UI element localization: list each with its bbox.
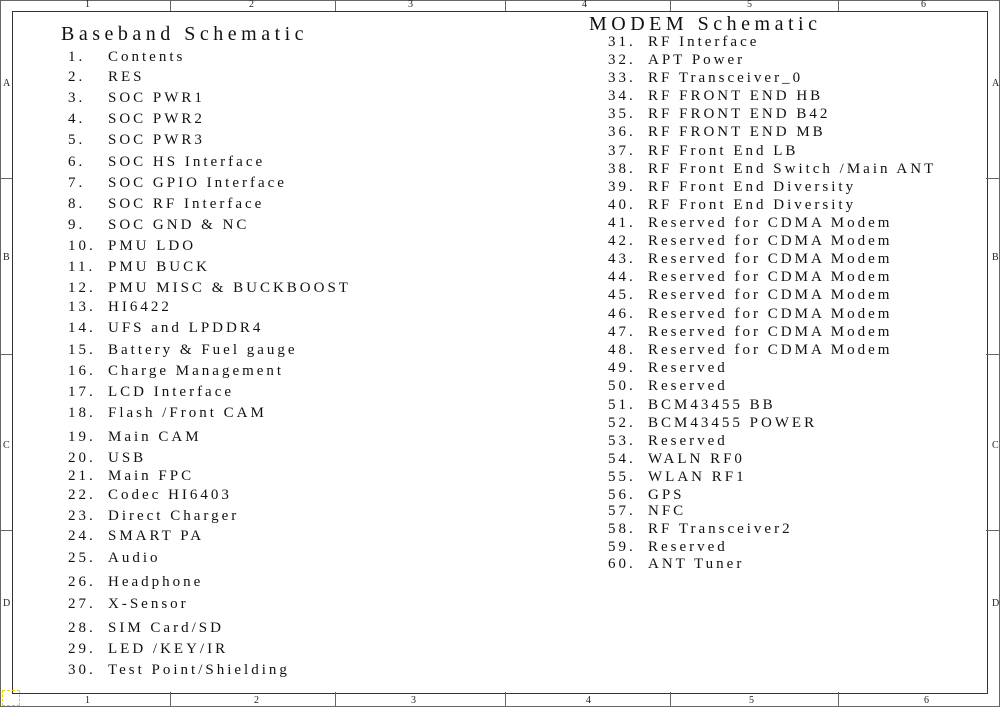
item-number: 4. — [68, 111, 86, 127]
zone-divider — [838, 0, 839, 11]
item-label: Reserved for CDMA Modem — [648, 215, 893, 231]
item-label: RF Interface — [648, 34, 760, 50]
modem-list-item — [608, 161, 936, 177]
item-label: RF Front End Diversity — [648, 197, 857, 213]
item-number: 11. — [68, 259, 96, 275]
zone-divider — [986, 530, 999, 531]
item-label: Charge Management — [108, 363, 285, 379]
zone-divider — [505, 0, 506, 11]
item-number: 35. — [608, 106, 636, 122]
item-number: 21. — [68, 468, 96, 484]
zone-divider — [838, 692, 839, 706]
modem-list-item — [608, 469, 747, 485]
item-number: 45. — [608, 287, 636, 303]
item-number: 15. — [68, 342, 96, 358]
item-number: 27. — [68, 596, 96, 612]
item-number: 57. — [608, 503, 636, 519]
item-number: 56. — [608, 487, 636, 503]
modem-list-item — [608, 106, 830, 122]
zone-divider — [986, 354, 999, 355]
item-number: 37. — [608, 143, 636, 159]
item-number: 43. — [608, 251, 636, 267]
bottom-zone-label: 2 — [254, 695, 259, 706]
right-zone-label: C — [992, 440, 999, 451]
item-number: 6. — [68, 154, 86, 170]
item-number: 50. — [608, 378, 636, 394]
item-number: 28. — [68, 620, 96, 636]
item-label: PMU BUCK — [108, 259, 210, 275]
item-label: Reserved for CDMA Modem — [648, 342, 893, 358]
baseband-list-item — [68, 429, 202, 445]
left-zone-label: A — [3, 78, 11, 89]
item-label: WALN RF0 — [648, 451, 745, 467]
item-number: 17. — [68, 384, 96, 400]
baseband-list-item — [68, 620, 224, 636]
item-label: SOC PWR3 — [108, 132, 205, 148]
item-label: UFS and LPDDR4 — [108, 320, 264, 336]
item-label: RF Transceiver_0 — [648, 70, 804, 86]
item-label: RF Transceiver2 — [648, 521, 793, 537]
item-label: RF Front End Switch /Main ANT — [648, 161, 937, 177]
item-label: Reserved — [648, 433, 728, 449]
modem-list-item — [608, 324, 892, 340]
item-number: 20. — [68, 450, 96, 466]
item-number: 41. — [608, 215, 636, 231]
item-number: 42. — [608, 233, 636, 249]
item-label: Reserved for CDMA Modem — [648, 306, 893, 322]
item-label: RF Front End Diversity — [648, 179, 857, 195]
modem-title: MODEM Schematic — [589, 13, 822, 35]
item-label: Reserved — [648, 539, 728, 555]
item-number: 38. — [608, 161, 636, 177]
item-label: ANT Tuner — [648, 556, 745, 572]
top-zone-label: 2 — [249, 0, 254, 10]
item-number: 51. — [608, 397, 636, 413]
item-label: RF FRONT END B42 — [648, 106, 831, 122]
item-label: RES — [108, 69, 145, 85]
bottom-zone-label: 5 — [749, 695, 754, 706]
modem-list-item — [608, 143, 798, 159]
item-number: 46. — [608, 306, 636, 322]
item-number: 39. — [608, 179, 636, 195]
item-number: 2. — [68, 69, 86, 85]
item-label: RF Front End LB — [648, 143, 799, 159]
modem-list-item — [608, 215, 892, 231]
item-number: 18. — [68, 405, 96, 421]
item-label: BCM43455 POWER — [648, 415, 818, 431]
item-label: Test Point/Shielding — [108, 662, 290, 678]
item-number: 54. — [608, 451, 636, 467]
item-number: 7. — [68, 175, 86, 191]
item-label: SOC HS Interface — [108, 154, 266, 170]
item-label: SMART PA — [108, 528, 205, 544]
item-number: 12. — [68, 280, 96, 296]
item-number: 60. — [608, 556, 636, 572]
item-label: LCD Interface — [108, 384, 235, 400]
modem-list-item — [608, 503, 686, 519]
item-number: 55. — [608, 469, 636, 485]
modem-list-item — [608, 197, 856, 213]
item-label: Direct Charger — [108, 508, 240, 524]
item-number: 3. — [68, 90, 86, 106]
bottom-zone-label: 6 — [924, 695, 929, 706]
zone-divider — [170, 692, 171, 706]
right-zone-label: D — [992, 598, 1000, 609]
item-label: NFC — [648, 503, 687, 519]
modem-list-item — [608, 34, 759, 50]
baseband-list-item — [68, 641, 228, 657]
item-number: 36. — [608, 124, 636, 140]
item-label: PMU MISC & BUCKBOOST — [108, 280, 351, 296]
item-label: Reserved for CDMA Modem — [648, 233, 893, 249]
baseband-title: Baseband Schematic — [61, 23, 309, 45]
baseband-list-item — [68, 508, 239, 524]
zone-divider — [335, 692, 336, 706]
item-label: WLAN RF1 — [648, 469, 747, 485]
modem-list-item — [608, 88, 823, 104]
item-label: Reserved for CDMA Modem — [648, 287, 893, 303]
item-number: 58. — [608, 521, 636, 537]
left-zone-label: B — [3, 252, 10, 263]
item-number: 44. — [608, 269, 636, 285]
item-label: X-Sensor — [108, 596, 189, 612]
item-number: 5. — [68, 132, 86, 148]
modem-list-item — [608, 451, 745, 467]
zone-divider — [335, 0, 336, 11]
item-label: HI6422 — [108, 299, 172, 315]
item-label: BCM43455 BB — [648, 397, 776, 413]
item-label: Headphone — [108, 574, 204, 590]
item-number: 30. — [68, 662, 96, 678]
top-zone-label: 6 — [921, 0, 926, 10]
corner-marker — [2, 690, 20, 706]
left-zone-label: D — [3, 598, 11, 609]
baseband-list-item — [68, 596, 189, 612]
item-label: Reserved for CDMA Modem — [648, 269, 893, 285]
baseband-list-item — [68, 90, 205, 106]
item-label: SOC RF Interface — [108, 196, 265, 212]
item-number: 59. — [608, 539, 636, 555]
baseband-list-item — [68, 528, 204, 544]
item-label: SOC GND & NC — [108, 217, 250, 233]
item-number: 26. — [68, 574, 96, 590]
item-number: 33. — [608, 70, 636, 86]
modem-list-item — [608, 342, 892, 358]
item-number: 49. — [608, 360, 636, 376]
baseband-list-item — [68, 320, 263, 336]
item-number: 16. — [68, 363, 96, 379]
item-label: Reserved — [648, 360, 728, 376]
item-number: 34. — [608, 88, 636, 104]
item-label: SOC PWR1 — [108, 90, 205, 106]
modem-list-item — [608, 539, 728, 555]
modem-list-item — [608, 179, 856, 195]
top-zone-label: 3 — [408, 0, 413, 10]
item-number: 9. — [68, 217, 86, 233]
baseband-list-item — [68, 662, 290, 678]
item-number: 19. — [68, 429, 96, 445]
item-number: 24. — [68, 528, 96, 544]
baseband-list-item — [68, 69, 145, 85]
item-label: Contents — [108, 49, 186, 65]
baseband-list-item — [68, 49, 185, 65]
item-number: 23. — [68, 508, 96, 524]
baseband-list-item — [68, 363, 284, 379]
left-zone-label: C — [3, 440, 10, 451]
modem-list-item — [608, 70, 803, 86]
baseband-list-item — [68, 299, 172, 315]
modem-list-item — [608, 556, 744, 572]
item-label: Main FPC — [108, 468, 195, 484]
top-zone-label: 1 — [85, 0, 90, 10]
item-label: Reserved for CDMA Modem — [648, 251, 893, 267]
baseband-list-item — [68, 384, 234, 400]
item-number: 52. — [608, 415, 636, 431]
modem-list-item — [608, 378, 728, 394]
item-label: Reserved for CDMA Modem — [648, 324, 893, 340]
zone-divider — [170, 0, 171, 11]
zone-divider — [0, 530, 12, 531]
item-number: 8. — [68, 196, 86, 212]
baseband-list-item — [68, 342, 298, 358]
baseband-list-item — [68, 487, 232, 503]
baseband-list-item — [68, 405, 267, 421]
item-label: Main CAM — [108, 429, 202, 445]
item-label: PMU LDO — [108, 238, 197, 254]
right-zone-label: A — [992, 78, 1000, 89]
modem-list-item — [608, 415, 817, 431]
baseband-list-item — [68, 217, 249, 233]
zone-divider — [670, 0, 671, 11]
item-label: SOC PWR2 — [108, 111, 205, 127]
item-label: LED /KEY/IR — [108, 641, 229, 657]
baseband-list-item — [68, 238, 196, 254]
item-number: 13. — [68, 299, 96, 315]
item-label: Reserved — [648, 378, 728, 394]
item-number: 1. — [68, 49, 86, 65]
item-number: 48. — [608, 342, 636, 358]
modem-list-item — [608, 251, 892, 267]
item-label: USB — [108, 450, 147, 466]
item-number: 29. — [68, 641, 96, 657]
item-label: Battery & Fuel gauge — [108, 342, 298, 358]
item-number: 10. — [68, 238, 96, 254]
zone-divider — [670, 692, 671, 706]
baseband-list-item — [68, 280, 351, 296]
baseband-list-item — [68, 450, 146, 466]
item-number: 32. — [608, 52, 636, 68]
modem-list-item — [608, 124, 826, 140]
item-label: RF FRONT END HB — [648, 88, 824, 104]
baseband-list-item — [68, 132, 205, 148]
item-number: 25. — [68, 550, 96, 566]
modem-list-item — [608, 360, 728, 376]
right-zone-label: B — [992, 252, 999, 263]
item-label: APT Power — [648, 52, 746, 68]
baseband-list-item — [68, 259, 210, 275]
item-label: GPS — [648, 487, 685, 503]
item-label: SIM Card/SD — [108, 620, 224, 636]
modem-list-item — [608, 487, 685, 503]
bottom-zone-label: 3 — [411, 695, 416, 706]
item-number: 40. — [608, 197, 636, 213]
baseband-list-item — [68, 175, 287, 191]
baseband-list-item — [68, 196, 264, 212]
modem-list-item — [608, 52, 745, 68]
modem-list-item — [608, 306, 892, 322]
modem-list-item — [608, 269, 892, 285]
item-label: SOC GPIO Interface — [108, 175, 287, 191]
item-label: RF FRONT END MB — [648, 124, 826, 140]
zone-divider — [986, 178, 999, 179]
item-number: 14. — [68, 320, 96, 336]
modem-list-item — [608, 233, 892, 249]
item-number: 47. — [608, 324, 636, 340]
baseband-list-item — [68, 550, 161, 566]
item-label: Flash /Front CAM — [108, 405, 267, 421]
item-number: 22. — [68, 487, 96, 503]
bottom-zone-label: 1 — [85, 695, 90, 706]
baseband-list-item — [68, 154, 265, 170]
zone-divider — [0, 178, 12, 179]
item-number: 53. — [608, 433, 636, 449]
modem-list-item — [608, 433, 728, 449]
top-zone-label: 4 — [582, 0, 587, 10]
baseband-list-item — [68, 468, 194, 484]
zone-divider — [0, 354, 12, 355]
top-zone-label: 5 — [747, 0, 752, 10]
modem-list-item — [608, 521, 793, 537]
baseband-list-item — [68, 574, 203, 590]
zone-divider — [505, 692, 506, 706]
item-number: 31. — [608, 34, 636, 50]
item-label: Audio — [108, 550, 161, 566]
modem-list-item — [608, 287, 892, 303]
bottom-zone-label: 4 — [586, 695, 591, 706]
baseband-list-item — [68, 111, 205, 127]
item-label: Codec HI6403 — [108, 487, 232, 503]
modem-list-item — [608, 397, 776, 413]
